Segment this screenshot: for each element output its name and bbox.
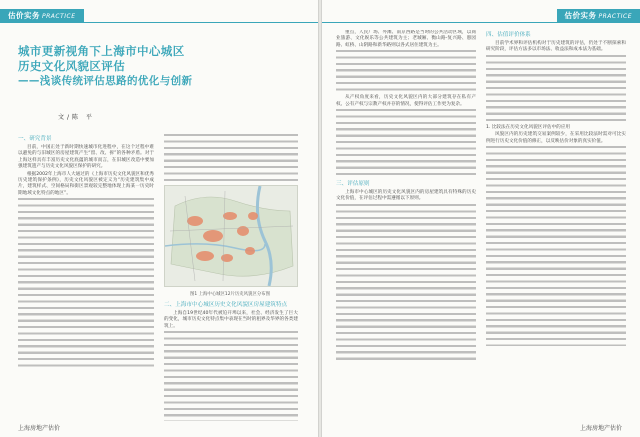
left-page <box>0 0 318 437</box>
paragraph: 目前学术界和评估机构对于历史建筑的评估，仍处于不断探索和研究阶段，评估方法多以市场法、收益法和成本法为基础。 <box>486 41 626 53</box>
paragraph: 风貌区内的历史建筑交易案例较少，在采用比较法时需对可比实例进行历史文化价值的修正，以反映估价对象的真实价值。 <box>486 132 626 144</box>
left-footer <box>18 423 60 432</box>
paragraph: 上海自19世纪40年代被迫开埠以来，社会、经济发生了巨大的变化，城市历史文化特点集中表现在当时的租界及华界的各类建筑上。 <box>164 311 298 329</box>
section-label-en: PRACTICE <box>42 13 76 20</box>
body-text-lines <box>18 198 154 368</box>
section-heading: 四、估值评价体系 <box>486 32 531 38</box>
paragraph: 从产权角度来看，历史文化风貌区内的大部分建筑存在私有产权、公有产权与宗教产权并存的情况，使得评估工作更为复杂。 <box>336 95 476 107</box>
left-column-2-bottom <box>164 300 298 424</box>
section-heading: 三、评估原则 <box>336 181 370 188</box>
section-heading: 一、研究背景 <box>18 136 52 142</box>
left-column-2-top <box>164 134 298 182</box>
title-line-3: ——浅谈传统评估思路的优化与创新 <box>18 75 193 87</box>
author-byline: 文/陈 平 <box>58 114 95 121</box>
right-page <box>322 0 640 437</box>
body-text-lines <box>486 55 626 125</box>
district-map-figure <box>164 185 298 287</box>
subheading: 1. 比较法在历史文化风貌区评估中的应用 <box>486 124 570 130</box>
paragraph: 目前，中国正处于新时期快速城市化进程中，在这个过程中难以避免的与旧城区的房屋建筑产生“留、改、拆”的各种矛盾。对于上海这样具有丰富历史文化底蕴的城市而言，在旧城区改造中要加强建筑遗产与历史文化风貌区保护的研究。 <box>18 145 154 170</box>
paragraph: 重点，人民广场、外滩、南京西路是当时的公共活动区域，以商业旅游、文化娱乐等公共建筑为主；老城厢、衡山路-复兴路、愚园路、虹桥、山阴路和新华路则以各式居住建筑为主。 <box>336 30 476 48</box>
section-heading: 二、上海市中心城区历史文化风貌区房屋建筑特点 <box>164 302 288 308</box>
body-text-lines <box>336 109 476 179</box>
title-line-1: 城市更新视角下上海市中心城区 <box>18 44 185 58</box>
body-text-lines <box>486 146 626 346</box>
body-text-lines <box>336 50 476 95</box>
section-label: 估价实务 <box>8 11 40 20</box>
body-text-lines <box>164 331 298 421</box>
body-text-lines <box>336 204 476 364</box>
body-text-lines <box>164 134 298 182</box>
section-tag <box>0 9 84 22</box>
section-label: 估价实务 <box>564 11 597 20</box>
header-rule <box>322 22 640 23</box>
paragraph: 根据2002年上海市人大通过的《上海市历史文化风貌区和优秀历史建筑保护条例》，历史文化风貌区被定义为“历史建筑集中成片，建筑样式、空间格局和街区景观较完整地体现上海某一历史时期地域文化特点的地区”。 <box>18 171 154 196</box>
left-column-1 <box>18 134 154 424</box>
footer-masthead: 上海房地产估价 <box>18 425 61 432</box>
right-footer <box>580 423 622 432</box>
section-label-en: PRACTICE <box>598 13 632 20</box>
header-rule <box>0 22 318 23</box>
footer-masthead: 上海房地产估价 <box>579 425 622 432</box>
section-tag <box>557 9 640 22</box>
map-illustration <box>165 186 297 286</box>
figure-caption: 图1 上海中心城区12片历史风貌区分布图 <box>189 292 271 297</box>
article-title <box>18 44 248 89</box>
right-column-2 <box>486 30 626 424</box>
paragraph: 上海市中心城区的历史文化风貌区内的房屋建筑具有特殊的历史文化价值，在评估过程中需遵循以下原则。 <box>336 190 476 202</box>
title-line-2: 历史文化风貌区评估 <box>18 59 126 73</box>
right-column-1 <box>336 30 476 424</box>
